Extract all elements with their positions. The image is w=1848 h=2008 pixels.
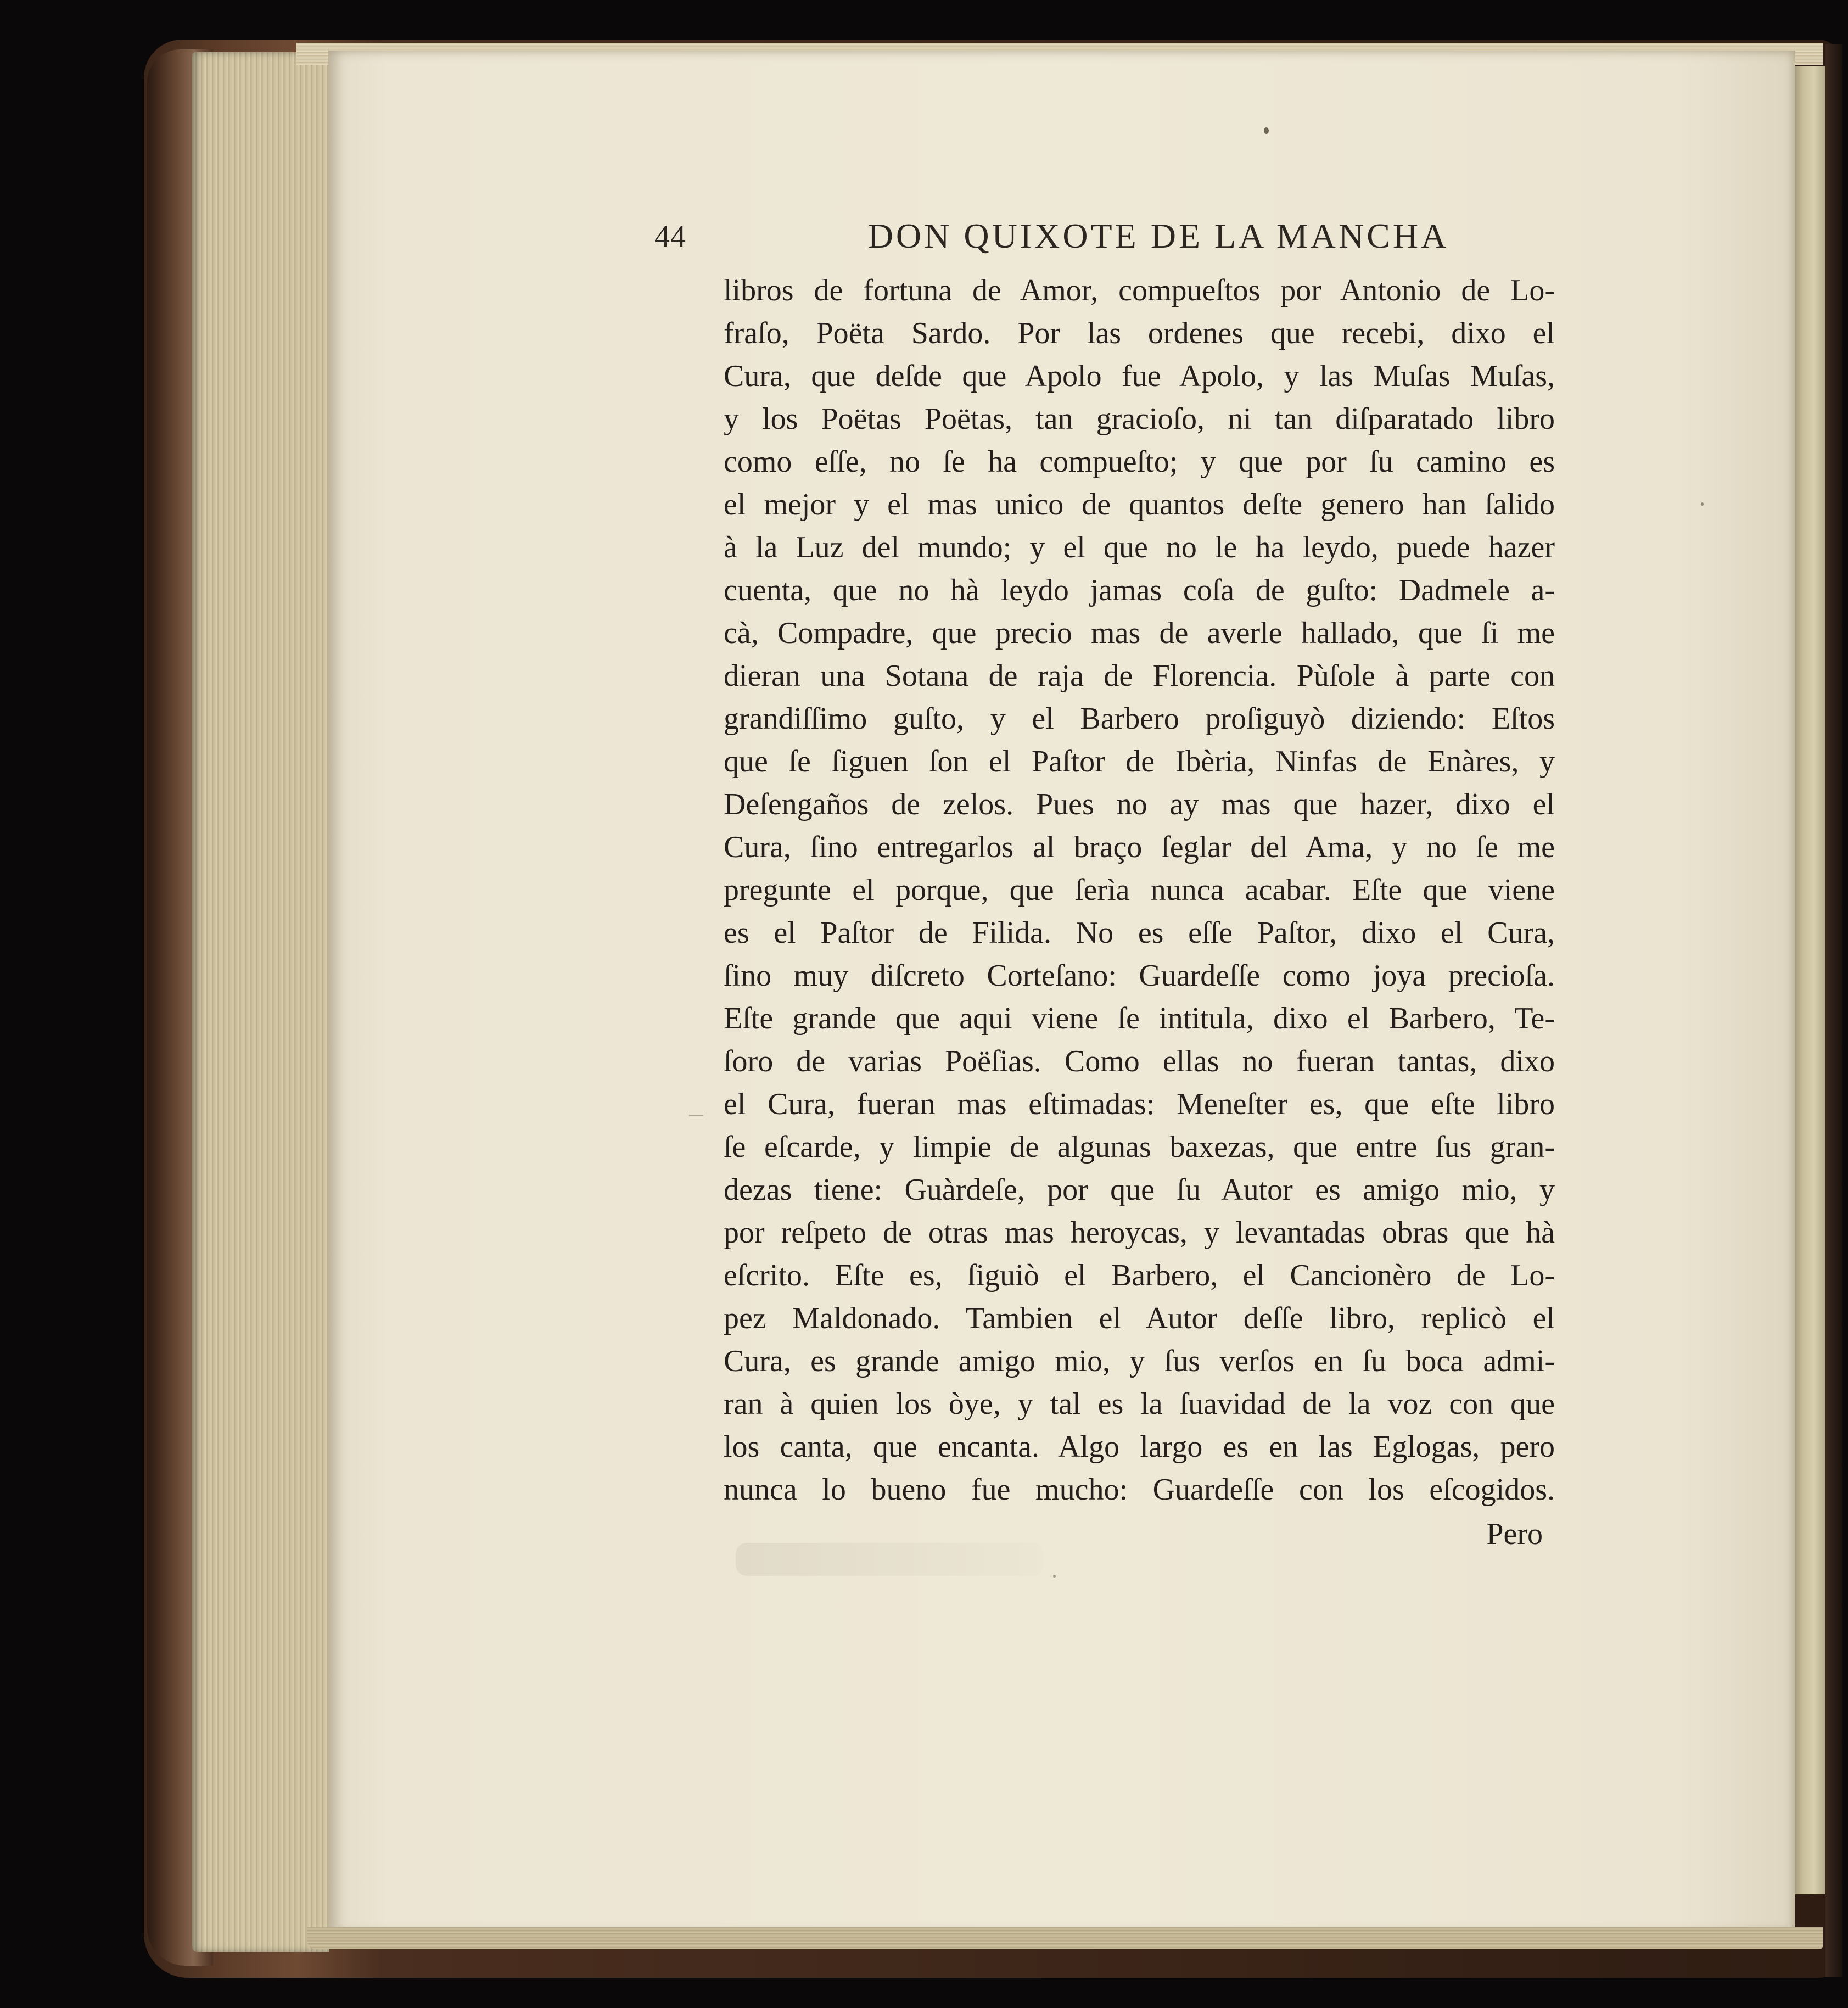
text-line: nunca lo bueno fue mucho: Guardeſſe con los eſcogidos.: [724, 1473, 1555, 1507]
catchword: Pero: [1486, 1517, 1543, 1551]
text-line: es el Paſtor de Filida. No es eſſe Paſtor, dixo el Cura,: [724, 916, 1555, 950]
text-line: ſino muy diſcreto Corteſano: Guardeſſe como joya precioſa.: [724, 959, 1555, 993]
text-line: los canta, que encanta. Algo largo es en las Eglogas, pero: [724, 1430, 1555, 1464]
page-edges-left: [192, 52, 329, 1952]
text-line: grandiſſimo guſto, y el Barbero proſiguyò diziendo: Eſtos: [724, 702, 1555, 736]
paper-speck: [1264, 127, 1269, 134]
text-line: cuenta, que no hà leydo jamas coſa de guſto: Dadmele a-: [724, 573, 1555, 607]
text-line: Cura, que deſde que Apolo fue Apolo, y las Muſas Muſas,: [724, 359, 1555, 393]
text-line: Eſte grande que aqui viene ſe intitula, dixo el Barbero, Te-: [724, 1002, 1555, 1036]
text-line: el mejor y el mas unico de quantos deſte genero han ſalido: [724, 488, 1555, 522]
text-line: ran à quien los òye, y tal es la ſuavidad de la voz con que: [724, 1387, 1555, 1421]
text-line: y los Poëtas Poëtas, tan gracioſo, ni tan diſparatado libro: [724, 402, 1555, 436]
text-line: el Cura, fueran mas eſtimadas: Meneſter es, que eſte libro: [724, 1087, 1555, 1121]
body-text: [724, 269, 1555, 1511]
text-line: Cura, ſino entregarlos al braço ſeglar del Ama, y no ſe me: [724, 830, 1555, 864]
text-line: fraſo, Poëta Sardo. Por las ordenes que recebi, dixo el: [724, 316, 1555, 350]
page-edges-bottom: [307, 1927, 1823, 1949]
bleed-through-mark: [736, 1543, 1043, 1576]
text-line: como eſſe, no ſe ha compueſto; y que por ſu camino es: [724, 445, 1555, 479]
text-line: pregunte el porque, que ſerìa nunca acabar. Eſte que viene: [724, 873, 1555, 907]
text-line: dieran una Sotana de raja de Florencia. Pùſole à parte con: [724, 659, 1555, 693]
running-head: DON QUIXOTE DE LA MANCHA: [867, 216, 1449, 255]
page-number: 44: [654, 220, 686, 254]
paper-speck: [689, 1115, 703, 1116]
text-line: ſoro de varias Poëſias. Como ellas no fueran tantas, dixo: [724, 1044, 1555, 1078]
text-line: à la Luz del mundo; y el que no le ha leydo, puede hazer: [724, 530, 1555, 564]
text-line: ſe eſcarde, y limpie de algunas baxezas, que entre ſus gran-: [724, 1130, 1555, 1164]
text-line: que ſe ſiguen ſon el Paſtor de Ibèria, Ninfas de Enàres, y: [724, 745, 1555, 779]
text-line: cà, Compadre, que precio mas de averle hallado, que ſi me: [724, 616, 1555, 650]
paper-speck: [1701, 502, 1704, 506]
text-line: pez Maldonado. Tambien el Autor deſſe libro, replicò el: [724, 1301, 1555, 1335]
paper-speck: [1053, 1575, 1056, 1578]
text-line: por reſpeto de otras mas heroycas, y levantadas obras que hà: [724, 1216, 1555, 1250]
text-line: Cura, es grande amigo mio, y ſus verſos en ſu boca admi-: [724, 1344, 1555, 1378]
text-line: dezas tiene: Guàrdeſe, por que ſu Autor es amigo mio, y: [724, 1173, 1555, 1207]
text-line: Deſengaños de zelos. Pues no ay mas que hazer, dixo el: [724, 787, 1555, 821]
text-line: eſcrito. Eſte es, ſiguiò el Barbero, el Cancionèro de Lo-: [724, 1259, 1555, 1293]
binding-right-edge: [1825, 44, 1842, 1977]
text-line: libros de fortuna de Amor, compueſtos por Antonio de Lo-: [724, 273, 1555, 307]
